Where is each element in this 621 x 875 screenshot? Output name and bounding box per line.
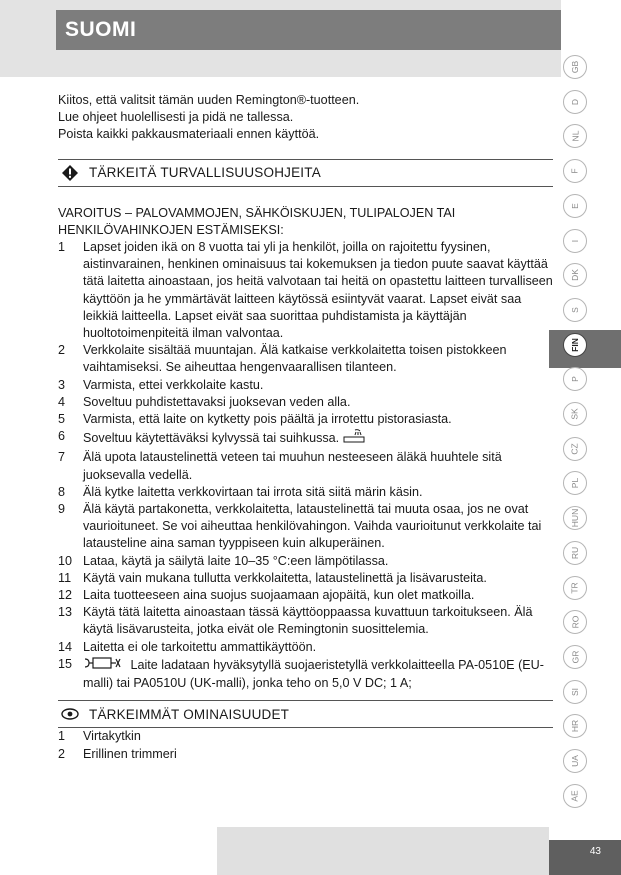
item-number: 10 — [58, 553, 73, 568]
safety-warning — [58, 205, 553, 239]
language-tab-s[interactable] — [563, 298, 587, 322]
language-tab-label: F — [569, 168, 580, 174]
item-number: 2 — [58, 343, 66, 358]
language-tab-label: HR — [570, 720, 580, 733]
list-item — [58, 342, 553, 376]
language-tab-label: D — [569, 98, 580, 105]
bath-shower-icon — [343, 428, 365, 449]
features-list — [58, 728, 553, 762]
intro-line: Lue ohjeet huolellisesti ja pidä ne tallessa. — [58, 110, 294, 125]
item-text: Käytä tätä laitetta ainoastaan tässä käyttöoppaassa kuvattuun tarkoitukseen. Älä käytä lisävarusteita, jotka eivät ole Remingtonin suosittelemia. — [83, 605, 533, 637]
language-tab-label: GR — [570, 650, 580, 664]
item-text: Soveltuu käytettäväksi kylvyssä tai suihkussa. — [83, 431, 340, 446]
intro-line: Poista kaikki pakkausmateriaali ennen käyttöä. — [58, 127, 320, 142]
footer-band — [217, 827, 549, 875]
safety-list — [58, 239, 553, 692]
item-text: Älä käytä partakonetta, verkkolaitetta, lataustelinettä tai muuta osaa, jos ne ovat vaurioituneet. Se voi aiheuttaa henkilövahingon. Vaihda vaurioitunut verkkolaite tai latausteline aina saman tyyppiseen kuin alkuperäinen. — [83, 502, 542, 551]
language-tab-f[interactable] — [563, 159, 587, 183]
footer-left — [0, 827, 217, 875]
language-tab-ro[interactable] — [563, 610, 587, 634]
language-tab-label: UA — [570, 755, 580, 767]
item-text: Älä upota lataustelinettä veteen tai muuhun nesteeseen äläkä huuhtele sitä juoksevalla vedellä. — [83, 450, 502, 482]
safety-section-heading — [58, 159, 553, 187]
item-number: 12 — [58, 588, 73, 603]
item-text: Varmista, ettei verkkolaite kastu. — [83, 377, 264, 392]
language-tab-gr[interactable] — [563, 645, 587, 669]
item-number: 9 — [58, 502, 66, 517]
list-item — [58, 746, 553, 763]
warning-text: VAROITUS – PALOVAMMOJEN, SÄHKÖISKUJEN, TULIPALOJEN TAI HENKILÖVAHINKOJEN ESTÄMISEKSI: — [58, 205, 456, 237]
language-tab-label: TR — [570, 581, 580, 594]
language-tab-si[interactable] — [563, 680, 587, 704]
item-text: Lapset joiden ikä on 8 vuotta tai yli ja henkilöt, joilla on rajoitettu fyysinen, aistinvarainen, henkinen ominaisuus tai kokemuksen ja tiedon puute saavat käyttää tätä laitetta ainoastaan, jos heitä valvotaan tai heitä on opastettu laitteen turvalliseen käyttöön ja he ymmärtävät laitteen käytössä esiintyvät vaarat. Lapset eivät saa leikkiä laitteella. Lapset eivät saa suorittaa puhdistamista ja käyttäjän huoltotoimenpiteitä ilman valvontaa. — [83, 240, 553, 341]
intro-line: Kiitos, että valitsit tämän uuden Remington®-tuotteen. — [58, 93, 360, 107]
list-item — [58, 553, 553, 570]
language-tab-hun[interactable] — [563, 506, 587, 530]
language-tab-label: PL — [570, 478, 580, 489]
language-tab-label: GB — [570, 60, 580, 74]
language-tab-label: I — [570, 239, 580, 242]
list-item — [58, 501, 553, 553]
page-number: 43 — [589, 846, 601, 857]
list-item — [58, 570, 553, 587]
language-tab-ae[interactable] — [563, 784, 587, 808]
item-text: Varmista, että laite on kytketty pois päältä ja irrotettu pistorasiasta. — [83, 412, 452, 427]
list-item — [58, 449, 553, 483]
list-item — [58, 428, 553, 449]
list-item — [58, 639, 553, 656]
language-tab-label: CZ — [570, 443, 580, 455]
item-number: 6 — [58, 429, 66, 444]
language-tab-dk[interactable] — [563, 263, 587, 287]
item-text: Laitetta ei ole tarkoitettu ammattikäyttöön. — [83, 639, 317, 654]
language-tab-label: SI — [570, 687, 580, 696]
page-title: SUOMI — [65, 18, 137, 41]
language-tab-label: HUN — [569, 508, 580, 528]
item-text: Käytä vain mukana tullutta verkkolaitetta, lataustelinettä ja lisävarusteita. — [83, 570, 487, 585]
list-item — [58, 239, 553, 342]
item-number: 5 — [58, 412, 66, 427]
list-item — [58, 377, 553, 394]
item-text: Verkkolaite sisältää muuntajan. Älä katkaise verkkolaitetta toisen pistokkeen vaihtamiseksi. Se aiheuttaa hengenvaarallisen tilanteen. — [83, 343, 507, 375]
item-number: 14 — [58, 639, 73, 654]
warning-diamond-icon — [61, 164, 79, 182]
list-item — [58, 728, 553, 745]
item-text: Älä kytke laitetta verkkovirtaan tai irrota sitä siitä märin käsin. — [83, 484, 423, 499]
item-number: 3 — [58, 377, 66, 392]
item-number: 1 — [58, 240, 66, 255]
language-tab-cz[interactable] — [563, 437, 587, 461]
eye-icon — [61, 705, 79, 723]
item-text: Virtakytkin — [83, 729, 141, 744]
item-text: Laite ladataan hyväksytyllä suojaeristetyllä verkkolaitteella PA-0510E (EU-malli) tai PA0510U (UK-malli), jonka teho on 5,0 V DC; 1 A; — [83, 657, 544, 691]
safety-heading-text: TÄRKEITÄ TURVALLISUUSOHJEITA — [89, 165, 321, 180]
list-item — [58, 587, 553, 604]
page-number-box — [549, 840, 621, 875]
language-tab-label: E — [569, 202, 580, 209]
intro-text — [58, 92, 553, 144]
list-item — [58, 656, 553, 692]
item-number: 15 — [58, 656, 73, 671]
language-tab-label: DK — [570, 269, 580, 282]
item-text: Soveltuu puhdistettavaksi juoksevan veden alla. — [83, 394, 351, 409]
item-number: 1 — [58, 729, 66, 744]
language-tab-label: NL — [570, 130, 580, 142]
item-number: 7 — [58, 450, 66, 465]
list-item — [58, 604, 553, 638]
language-tab-ru[interactable] — [563, 541, 587, 565]
language-tab-gb[interactable] — [563, 55, 587, 79]
language-tab-label: FIN — [569, 337, 580, 352]
language-tab-label: S — [569, 307, 580, 313]
language-tab-label: AE — [570, 790, 580, 802]
item-text: Erillinen trimmeri — [83, 746, 177, 761]
item-number: 2 — [58, 746, 66, 761]
language-tab-e[interactable] — [563, 194, 587, 218]
list-item — [58, 484, 553, 501]
language-tab-tr[interactable] — [563, 576, 587, 600]
language-tab-label: RO — [570, 615, 580, 629]
features-heading-text: TÄRKEIMMÄT OMINAISUUDET — [89, 706, 290, 722]
language-tab-ua[interactable] — [563, 749, 587, 773]
features-section-heading — [58, 700, 553, 728]
language-tab-label: RU — [570, 546, 580, 559]
class-ii-adapter-icon — [83, 656, 127, 675]
item-number: 13 — [58, 605, 73, 620]
document-body — [58, 92, 553, 763]
list-item — [58, 394, 553, 411]
item-number: 4 — [58, 394, 66, 409]
language-title-bar — [56, 10, 561, 50]
language-tab-label: P — [569, 376, 580, 383]
language-tab-d[interactable] — [563, 90, 587, 114]
language-tab-i[interactable] — [563, 229, 587, 253]
language-tab-fin[interactable] — [563, 333, 587, 357]
item-text: Lataa, käytä ja säilytä laite 10–35 °C:een lämpötilassa. — [83, 553, 389, 568]
language-tab-label: SK — [570, 408, 580, 420]
item-text: Laita tuotteeseen aina suojus suojaamaan ajopäitä, kun olet matkoilla. — [83, 588, 475, 603]
item-number: 11 — [58, 570, 72, 585]
item-number: 8 — [58, 484, 66, 499]
list-item — [58, 411, 553, 428]
language-tab-sk[interactable] — [563, 402, 587, 426]
